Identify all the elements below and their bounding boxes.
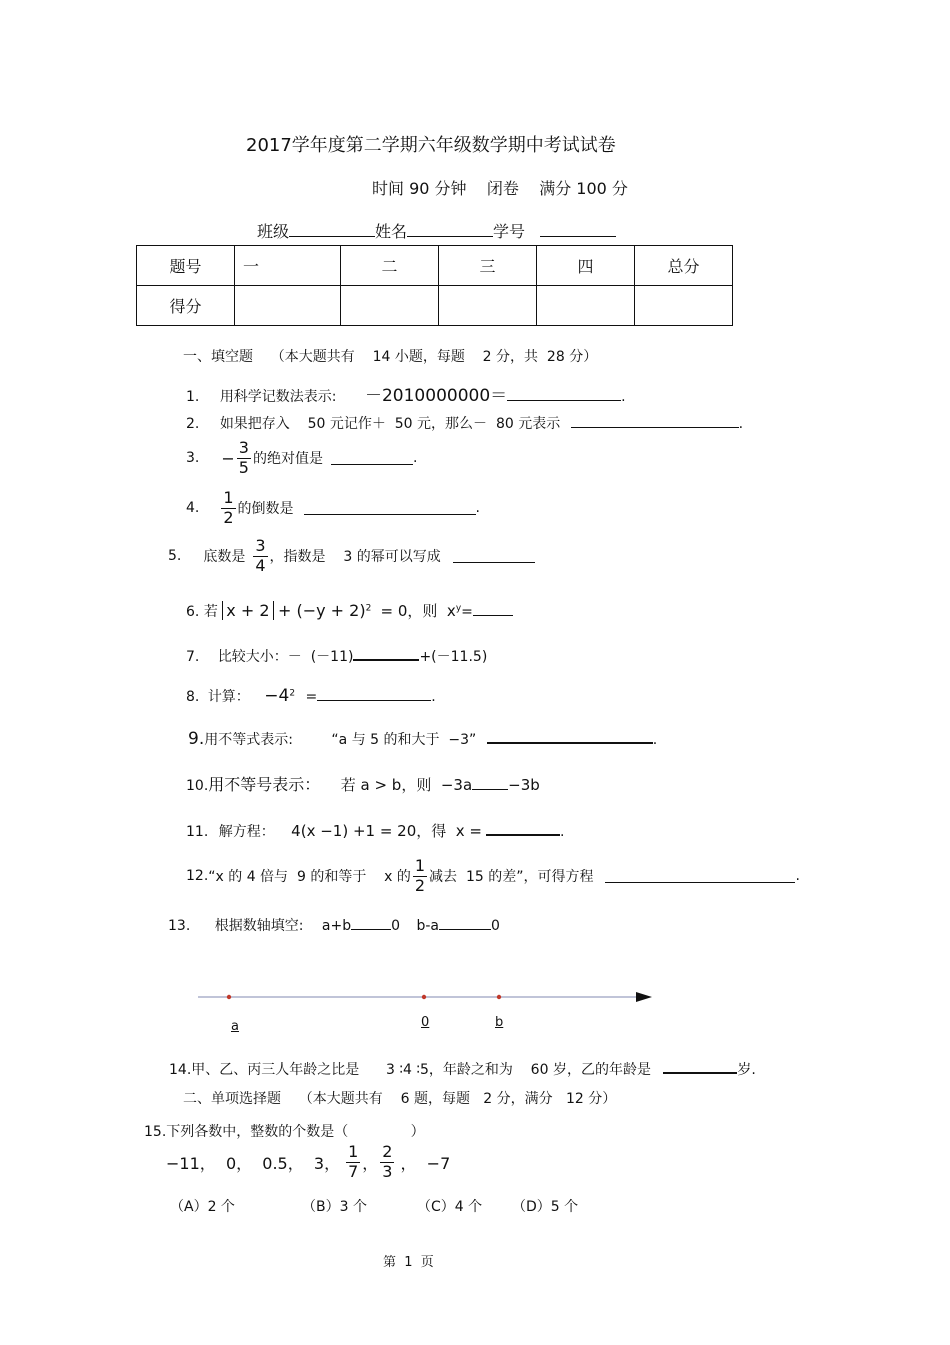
frac-den: 7 — [348, 1161, 359, 1181]
student-info-row — [257, 219, 616, 242]
q-number: 6. — [186, 604, 200, 620]
answer-blank[interactable] — [473, 603, 513, 616]
question-8: 8. 计算： $-4^2$ = . — [186, 686, 436, 706]
q-equation: = 0，则 x — [375, 602, 456, 620]
frac-num: 1 — [414, 856, 426, 875]
q-number: 8. — [186, 689, 200, 705]
section1-heading: 一、填空题 （本大题共有 14 小题，每题 2 分，共 28 分） — [183, 349, 598, 365]
q-expression: −4 — [264, 686, 290, 706]
exam-info: 时间 90 分钟 闭卷 满分 100 分 — [372, 179, 628, 198]
question-1 — [186, 381, 626, 406]
numbers-a: −11， 0， 0.5， 3， — [166, 1153, 341, 1173]
q-expression: + (−y + 2) — [277, 601, 366, 620]
q-sign: − — [221, 448, 235, 468]
score-cell[interactable] — [537, 286, 635, 326]
q-text: 若 — [203, 604, 218, 620]
q-text: ，指数是 3 的幂可以写成 — [269, 549, 441, 566]
table-header-row — [137, 246, 733, 286]
exponent-y: y — [455, 603, 462, 614]
question-4 — [186, 490, 480, 527]
q-text: 解方程： — [218, 824, 275, 840]
q-tail: = — [461, 604, 473, 620]
abs-inner: x + 2 — [226, 601, 270, 620]
answer-blank[interactable] — [487, 730, 653, 744]
question-10 — [186, 772, 540, 795]
name-label: 姓名 — [375, 222, 408, 241]
q-text: 的倒数是 — [237, 501, 294, 518]
q-number: 3. — [186, 450, 200, 467]
answer-blank[interactable] — [507, 388, 621, 401]
table-cell: 四 — [537, 246, 635, 286]
fraction — [253, 538, 267, 575]
sep: ， — [362, 1153, 379, 1173]
q-text: 计算： — [207, 689, 250, 705]
question-15: 15.下列各数中，整数的个数是（ ） — [144, 1124, 425, 1140]
q-number: 4. — [186, 500, 200, 517]
point-0 — [422, 995, 426, 999]
point-b — [497, 995, 501, 999]
option-a[interactable]: （A）2 个 — [170, 1199, 235, 1215]
q-text: 的绝对值是 — [252, 451, 323, 468]
fraction — [346, 1144, 360, 1181]
answer-blank[interactable] — [453, 550, 535, 563]
answer-blank[interactable] — [439, 917, 491, 930]
answer-blank[interactable] — [351, 917, 391, 930]
q-b-part: b-a — [416, 918, 439, 934]
q-number: 13. — [168, 918, 191, 934]
exponent: 2 — [365, 603, 372, 614]
frac-num: 3 — [255, 536, 266, 555]
q-text: 减去 15 的差”，可得方程 — [429, 869, 594, 886]
question-11 — [186, 820, 564, 841]
score-cell[interactable] — [235, 286, 341, 326]
id-label: 学号 — [493, 222, 526, 241]
answer-blank[interactable] — [353, 647, 419, 661]
fraction — [413, 858, 427, 895]
question-9 — [188, 729, 657, 749]
question-5 — [168, 538, 535, 575]
question-12 — [186, 858, 800, 895]
exponent: 2 — [289, 688, 296, 699]
q-end: . — [795, 868, 800, 885]
table-cell: 三 — [439, 246, 537, 286]
frac-num: 3 — [238, 438, 249, 457]
question-2 — [186, 413, 743, 433]
page-title: 2017学年度第二学期六年级数学期中考试试卷 — [246, 135, 616, 156]
frac-num: 1 — [348, 1142, 359, 1161]
q-number: 11. — [186, 824, 209, 840]
score-cell[interactable] — [341, 286, 439, 326]
frac-den: 4 — [255, 555, 266, 575]
number-line — [190, 985, 660, 1009]
q-zero: 0 — [491, 918, 500, 934]
fraction — [380, 1144, 394, 1181]
question-3 — [186, 440, 417, 477]
q-text: 用不等号表示： — [208, 775, 321, 794]
q-end: . — [475, 500, 480, 517]
q-text: 底数是 — [203, 549, 246, 566]
q-text: 根据数轴填空: — [214, 918, 304, 934]
abs-value — [222, 601, 273, 620]
fraction — [221, 490, 235, 527]
frac-num: 2 — [382, 1142, 393, 1161]
q-end: . — [738, 416, 744, 432]
q-number: 9. — [188, 729, 205, 749]
point-a — [227, 995, 231, 999]
question-14 — [169, 1059, 756, 1079]
frac-den: 5 — [238, 457, 249, 477]
question-7 — [186, 646, 487, 666]
q-text: 用不等式表示: — [204, 732, 293, 748]
arrow-icon — [636, 992, 652, 1002]
q-tail: +(－11.5) — [419, 649, 488, 665]
q-eq: = — [305, 689, 318, 705]
fraction — [237, 440, 251, 477]
q-number: 7. — [186, 649, 200, 665]
table-cell: 总分 — [635, 246, 733, 286]
q-text: “x 的 4 倍与 9 的和等于 x 的 — [208, 869, 411, 886]
option-d[interactable]: （D）5 个 — [512, 1199, 579, 1215]
q-number: 10. — [186, 778, 209, 794]
q-end: . — [652, 732, 658, 748]
q-condition: 若 a > b，则 −3a — [340, 776, 473, 794]
table-score-row — [137, 286, 733, 326]
q-text: 如果把存入 50 元记作＋ 50 元，那么－ 80 元表示 — [219, 416, 561, 432]
class-label: 班级 — [257, 222, 290, 241]
name-blank[interactable] — [407, 224, 493, 237]
frac-num: 1 — [223, 488, 234, 507]
q-text: 14.甲、乙、丙三人年龄之比是 3 ∶4 ∶5，年龄之和为 60 岁，乙的年龄是 — [169, 1062, 651, 1078]
label-0: 0 — [421, 1015, 430, 1030]
q-text: 用科学记数法表示: — [219, 389, 337, 405]
section2-heading: 二、单项选择题 （本大题共有 6 题，每题 2 分，满分 12 分） — [183, 1091, 617, 1107]
q-number: 12. — [186, 868, 209, 885]
q-a-part: a+b — [321, 918, 352, 934]
question-6 — [186, 600, 513, 621]
table-cell: 一 — [235, 246, 341, 286]
question-13 — [168, 915, 500, 935]
score-cell[interactable] — [439, 286, 537, 326]
q-number: 1. — [186, 389, 200, 405]
page-number: 第 1 页 — [383, 1255, 434, 1270]
q-end: 岁. — [737, 1062, 756, 1078]
score-cell[interactable] — [635, 286, 733, 326]
q-quote: “a 与 5 的和大于 −3” — [331, 732, 477, 748]
answer-blank[interactable] — [663, 1060, 737, 1074]
q-expression: 4(x −1) +1 = 20，得 x = — [291, 822, 482, 840]
answer-blank[interactable] — [317, 688, 431, 701]
q-text: 比较大小：－ (－11) — [217, 649, 354, 665]
option-b[interactable]: （B）3 个 — [302, 1199, 367, 1215]
q-end: . — [412, 450, 418, 467]
answer-blank[interactable] — [571, 415, 739, 428]
q-expression: －2010000000＝ — [364, 386, 508, 406]
answer-blank[interactable] — [331, 452, 413, 465]
q-number: 5. — [168, 548, 182, 565]
q-number: 2. — [186, 416, 200, 432]
q-end: . — [560, 824, 565, 840]
label-a: a — [231, 1019, 239, 1034]
q-end: . — [621, 389, 626, 405]
frac-den: 2 — [414, 875, 426, 895]
id-blank[interactable] — [540, 224, 616, 237]
numbers-b: ， −7 — [400, 1153, 451, 1173]
answer-blank[interactable] — [304, 502, 476, 515]
frac-den: 3 — [382, 1161, 393, 1181]
option-c[interactable]: （C）4 个 — [417, 1199, 483, 1215]
q15-numbers — [166, 1144, 450, 1181]
q-tail: −3b — [508, 776, 540, 794]
answer-blank[interactable] — [472, 777, 508, 790]
class-blank[interactable] — [289, 224, 375, 237]
score-table — [136, 245, 733, 326]
q-zero: 0 — [391, 918, 401, 934]
table-cell: 二 — [341, 246, 439, 286]
answer-blank[interactable] — [605, 870, 795, 883]
table-cell: 题号 — [137, 246, 235, 286]
label-b: b — [495, 1015, 504, 1030]
frac-den: 2 — [223, 507, 234, 527]
table-cell: 得分 — [137, 286, 235, 326]
answer-blank[interactable] — [486, 822, 560, 836]
